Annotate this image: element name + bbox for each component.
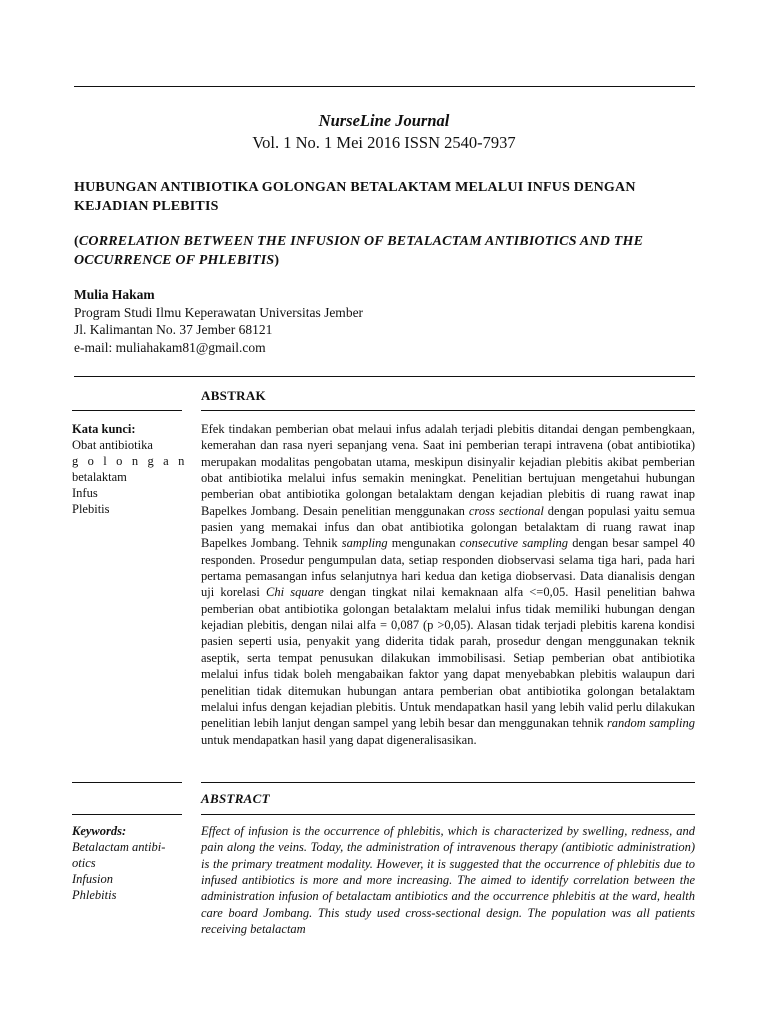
abstrak-body-text: Efek tindakan pemberian obat melaui infus adalah terjadi plebitis ditandai dengan pembengkaan, kemerahan dan rasa nyeri sepanjang vena. Saat ini pemberian terapi intravena (obat antibiotika) merupakan modalitas pengobatan utama, meskipun disinyalir kejadian plebitis akibat pemberian obat antibiotika melalui infus semakin meningkat. Penelitian bertujuan mengetahui hubungan pemberian obat antibiotika golongan betalaktam dengan kejadian plebitis di ruang rawat inap Bapelkes Jombang. Desain penelitian menggunakan	[201, 422, 695, 518]
keyword-item: Infus	[72, 486, 98, 500]
keyword-item: golongan	[72, 454, 194, 468]
keyword-item: Plebitis	[72, 502, 110, 516]
abstrak-heading-rule	[201, 410, 695, 411]
keywords-id-rule	[72, 410, 182, 411]
header-rule	[74, 86, 695, 87]
article-title-en: (CORRELATION BETWEEN THE INFUSION OF BETALACTAM ANTIBIOTICS AND THE OCCURRENCE OF PHLEBITIS)	[74, 234, 644, 268]
author-address: Jl. Kalimantan No. 37 Jember 68121	[74, 322, 273, 337]
keyword-item: Phlebitis	[72, 888, 117, 902]
author-name: Mulia Hakam	[74, 287, 155, 302]
author-affiliation: Program Studi Ilmu Keperawatan Universitas Jember	[74, 304, 364, 320]
abstrak-body-italic-term: sampling	[341, 536, 388, 551]
abstrak-body-italic-term: consecutive sampling	[459, 536, 569, 551]
keywords-en-rule	[72, 814, 182, 815]
keywords-en-title: Keywords:	[72, 824, 127, 838]
abstrak-top-rule	[74, 376, 695, 377]
keyword-item: Infusion	[72, 872, 113, 886]
journal-volume-line: Vol. 1 No. 1 Mei 2016 ISSN 2540-7937	[252, 133, 516, 152]
abstract-heading: ABSTRACT	[201, 791, 270, 806]
abstrak-end-rule-side	[72, 782, 182, 783]
abstrak-body-text: untuk mendapatkan hasil yang dapat digeneralisasikan.	[201, 732, 477, 747]
abstract-heading-rule	[201, 814, 695, 815]
keyword-item: Obat antibiotika	[72, 438, 153, 452]
abstrak-body-text: mengunakan	[387, 536, 460, 551]
abstrak-body-italic-term: Chi square	[266, 585, 324, 600]
abstrak-body-italic-term: random sampling	[606, 716, 695, 731]
keywords-id	[72, 421, 194, 517]
abstrak-body-italic-term: cross sectional	[468, 503, 544, 518]
author-block	[74, 286, 363, 356]
keyword-item: Betalactam antibi-	[72, 840, 166, 854]
author-email: e-mail: muliahakam81@gmail.com	[74, 339, 266, 355]
abstrak-body-text: dengan besar sampel 40 responden. Prosedur pengumpulan data, setiap responden diobservasi selama tiga hari, pada hari pertama pemasangan infus selanjutnya hari kedua dan ketiga diobservasi. Data dianalisis dengan uji korelasi	[201, 536, 695, 600]
abstract-body: Effect of infusion is the occurrence of phlebitis, which is characterized by swelling, redness, and pain along the veins. Today, the administration of intravenous therapy (antibiotic administration) is the primary treatment modality. However, it is suggested that the occurrence of phlebitis due to infused antibiotics is more and more increasing. The aimed to identify correlation between the administration infusion of betalactam antibiotics and the occurrence phlebitis at the ward, health care board Jombang. This study used cross-sectional design. The population was all patients receiving betalactam	[201, 824, 695, 937]
abstrak-body	[201, 421, 695, 748]
abstrak-body-text: dengan populasi yaitu semua pasien yang memakai infus dan obat antibiotika golongan betalaktam di ruang rawat inap Bapelkes Jombang. Tehnik	[201, 503, 695, 551]
keywords-en	[72, 823, 184, 903]
keywords-id-title: Kata kunci:	[72, 422, 136, 436]
journal-name: NurseLine Journal	[318, 111, 450, 130]
abstrak-heading: ABSTRAK	[201, 388, 266, 403]
keyword-item: otics	[72, 856, 96, 870]
article-title-en-text: CORRELATION BETWEEN THE INFUSION OF BETALACTAM ANTIBIOTICS AND THE OCCURRENCE OF PHLEBITIS	[74, 234, 644, 268]
abstrak-body-text: dengan tingkat nilai kemaknaan alfa <=0,05. Hasil penelitian bahwa pemberian obat antibiotika golongan betalaktam melalui infus tidak memiliki hubungan dengan kejadian plebitis, dengan nilai alfa = 0,087 (p >0,05). Alasan tidak terjadi plebitis karena kondisi pasien seperti usia, penyakit yang diderita tidak parah, prosedur dengan menggunakan teknik aseptik, serta tempat penusukan dilakukan immobilisasi. Setiap pemberian obat antibiotika melalui infus tidak boleh mengabaikan faktor yang dapat menyebabkan plebitis walaupun dari penelitian tidak ditemukan hubungan antara pemberian obat antibiotika golongan betalaktam melalui infus dengan kejadian plebitis. Untuk mendapatkan hasil yang lebih valid perlu dilakukan penelitian lebih lanjut dengan sampel yang lebih besar dan menggunakan tehnik	[201, 585, 696, 731]
keyword-item: betalaktam	[72, 470, 127, 484]
article-title-id: HUBUNGAN ANTIBIOTIKA GOLONGAN BETALAKTAM MELALUI INFUS DENGAN KEJADIAN PLEBITIS	[74, 180, 636, 214]
abstrak-end-rule-main	[201, 782, 695, 783]
